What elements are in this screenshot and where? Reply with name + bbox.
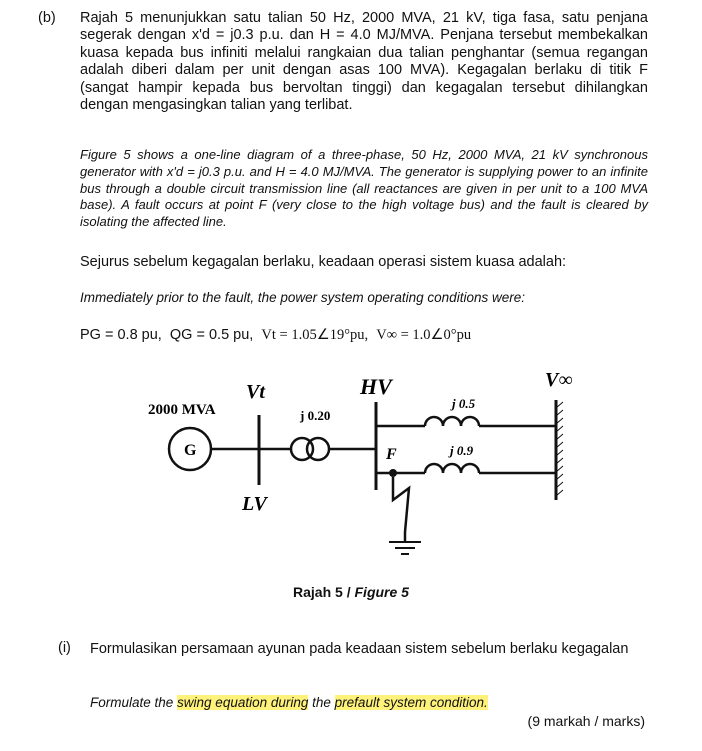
highlight-prefault-condition: prefault system condition.	[334, 695, 488, 710]
line1-reactance: j 0.5	[452, 396, 476, 411]
malay-paragraph: Rajah 5 menunjukkan satu talian 50 Hz, 2000 MVA, 21 kV, tiga fasa, satu penjana segerak dengan x'd = j0.3 p.u. dan H = 4.0 MJ/MVA. Penjana tersebut membekalkan kuasa kepada bus infiniti melalui rangkaian dua talian penghantar (semua regangan adalah diberi dalam per unit dengan asas 100 MVA). Kegagalan berlaku di titik F (sangat hampir kepada bus bervoltan tinggi) dan kegagalan tersebut dihilangkan dengan mengasingkan talian yang terlibat.	[80, 10, 648, 114]
english-part-2: the	[308, 695, 335, 710]
qg-value: QG = 0.5 pu,	[169, 327, 254, 343]
transformer-reactance: j 0.20	[300, 408, 331, 423]
operating-conditions-equation	[80, 327, 471, 344]
english-conditions: Immediately prior to the fault, the power system operating conditions were:	[80, 290, 525, 305]
fault-lightning-symbol	[393, 477, 409, 532]
mva-label: 2000 MVA	[148, 402, 216, 418]
pg-value: PG = 0.8 pu,	[80, 327, 162, 343]
line1-reactance-coil	[425, 417, 479, 426]
one-line-diagram	[0, 360, 702, 580]
malay-conditions: Sejurus sebelum kegagalan berlaku, keadaan operasi sistem kuasa adalah:	[80, 254, 567, 270]
caption-malay: Rajah 5	[293, 584, 343, 600]
hv-label: HV	[360, 374, 392, 399]
english-paragraph: Figure 5 shows a one-line diagram of a three-phase, 50 Hz, 2000 MVA, 21 kV synchronous generator with x'd = j0.3 p.u. and H = 4.0 MJ/MVA. The generator is supplying power to an infinite bus through a double circuit transmission line (all reactances are given in per unit to a 100 MVA base). A fault occurs at point F (very close to the high voltage bus) and the fault is cleared by isolating the affected line.	[80, 147, 648, 230]
vinf-label: V∞	[545, 369, 573, 391]
english-part-1: Formulate the	[90, 695, 178, 710]
highlight-swing-equation: swing equation during	[177, 695, 309, 710]
caption-separator: /	[342, 584, 355, 600]
subquestion-number: (i)	[58, 640, 71, 656]
vinf-value: V∞ = 1.0∠0°pu	[376, 327, 472, 343]
fault-point	[389, 469, 397, 477]
lv-label: LV	[242, 493, 267, 515]
figure-caption	[0, 584, 702, 600]
question-label: (b)	[38, 10, 56, 26]
line2-reactance-coil	[425, 464, 479, 473]
marks-label: (9 markah / marks)	[527, 713, 645, 729]
line2-reactance: j 0.9	[450, 443, 474, 458]
transformer-winding-2	[307, 438, 329, 460]
caption-english: Figure 5	[354, 584, 409, 600]
generator-label: G	[184, 442, 197, 459]
fault-label: F	[386, 446, 397, 463]
vt-label: Vt	[246, 381, 265, 403]
vt-value: Vt = 1.05∠19°pu,	[261, 327, 369, 343]
subquestion-english	[90, 695, 488, 710]
subquestion-malay: Formulasikan persamaan ayunan pada keadaan sistem sebelum berlaku kegagalan	[90, 641, 629, 657]
